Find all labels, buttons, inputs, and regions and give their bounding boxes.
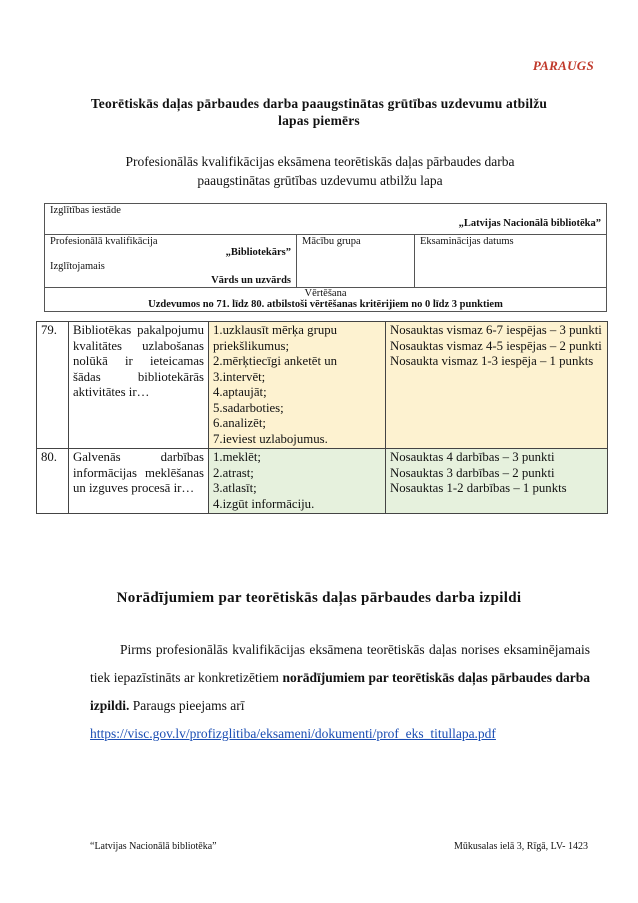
group-label: Mācību grupa xyxy=(302,236,361,247)
task-number: 80. xyxy=(37,449,69,514)
student-label: Izglītojamais xyxy=(50,261,105,272)
instructions-text-2: Paraugs pieejams arī xyxy=(129,698,245,713)
criteria-item: Nosauktas 4 darbības – 3 punkti xyxy=(390,450,555,464)
sample-label: PARAUGS xyxy=(532,58,594,73)
task-question: Galvenās darbības informācijas meklēšanas un izguves procesā ir… xyxy=(69,449,209,514)
group-cell xyxy=(297,235,415,288)
answer-item: 1.uzklausīt mērķa grupu priekšlikumus; xyxy=(213,323,338,353)
criteria-item: Nosauktas 3 darbības – 2 punkti xyxy=(390,465,555,480)
answer-item: 2.mērķtiecīgi anketēt un xyxy=(213,354,338,368)
instructions-text: Pirms profesionālās kvalifikācijas eksāmena teorētiskās daļas norises eksaminējamais tiek iepazīstināts ar konkretizētiem xyxy=(90,642,590,685)
task-question: Bibliotēkas pakalpojumu kvalitātes uzlabošanas nolūkā ir ieteicamas šādas bibliotekārās aktivitātes ir… xyxy=(69,322,209,449)
answer-item: 2.atrast; xyxy=(213,465,254,480)
document-link[interactable]: https://visc.gov.lv/profizglitiba/eksameni/dokumenti/prof_eks_titullapa.pdf xyxy=(90,726,496,741)
task-criteria xyxy=(386,449,608,514)
answer-item: 4.izgūt informāciju. xyxy=(213,496,315,511)
answer-sheet-form xyxy=(44,203,606,312)
answer-item: 4.aptaujāt; xyxy=(213,385,267,399)
grading-note: Uzdevumos no 71. līdz 80. atbilstoši vērtēšanas kritērijiem no 0 līdz 3 punktiem xyxy=(148,299,503,310)
student-name-value: Vārds un uzvārds xyxy=(211,275,291,286)
answer-item: 5.sadarboties; xyxy=(213,400,284,415)
instructions-heading: Norādījumiem par teorētiskās daļas pārbaudes darba izpildi xyxy=(116,590,522,606)
instructions-paragraph xyxy=(90,636,590,748)
qualification-label: Profesionālā kvalifikācija xyxy=(50,236,158,247)
task-criteria xyxy=(386,322,608,449)
task-answers xyxy=(209,322,386,449)
institution-value: „Latvijas Nacionālā bibliotēka” xyxy=(458,218,602,229)
criteria-item: Nosauktas vismaz 4-5 iespējas – 2 punkti xyxy=(390,338,602,353)
table-row xyxy=(37,449,608,514)
footer-address: Mūkusalas ielā 3, Rīgā, LV- 1423 xyxy=(454,841,588,852)
answer-item: 6.analizēt; xyxy=(213,416,266,430)
document-subtitle: Profesionālās kvalifikācijas eksāmena teorētiskās daļas pārbaudes darba paaugstinātas grūtības uzdevumu atbilžu lapa xyxy=(125,154,515,188)
criteria-item: Nosaukta vismaz 1-3 iespēja – 1 punkts xyxy=(390,354,594,368)
qualification-value: „Bibliotekārs” xyxy=(225,247,291,258)
document-title: Teorētiskās daļas pārbaudes darba paaugstinātas grūtības uzdevumu atbilžu lapas piemērs xyxy=(90,96,548,128)
answer-item: 3.intervēt; xyxy=(213,369,266,384)
criteria-item: Nosauktas vismaz 6-7 iespējas – 3 punkti xyxy=(390,323,602,337)
instructions-bold-text: norādījumiem par teorētiskās daļas pārbaudes darba izpildi. xyxy=(90,670,590,713)
exam-date-label: Eksaminācijas datums xyxy=(420,236,514,247)
grading-label: Vērtēšana xyxy=(304,288,347,299)
task-number: 79. xyxy=(37,322,69,449)
date-cell xyxy=(415,235,607,288)
institution-label: Izglītības iestāde xyxy=(50,205,121,216)
answer-item: 7.ieviest uzlabojumus. xyxy=(213,431,328,446)
task-answers xyxy=(209,449,386,514)
answer-item: 3.atlasīt; xyxy=(213,481,257,495)
answer-item: 1.meklēt; xyxy=(213,450,261,464)
criteria-item: Nosauktas 1-2 darbības – 1 punkts xyxy=(390,481,567,495)
table-row xyxy=(37,322,608,449)
tasks-table xyxy=(36,321,607,514)
footer-organization: “Latvijas Nacionālā bibliotēka” xyxy=(90,841,217,852)
